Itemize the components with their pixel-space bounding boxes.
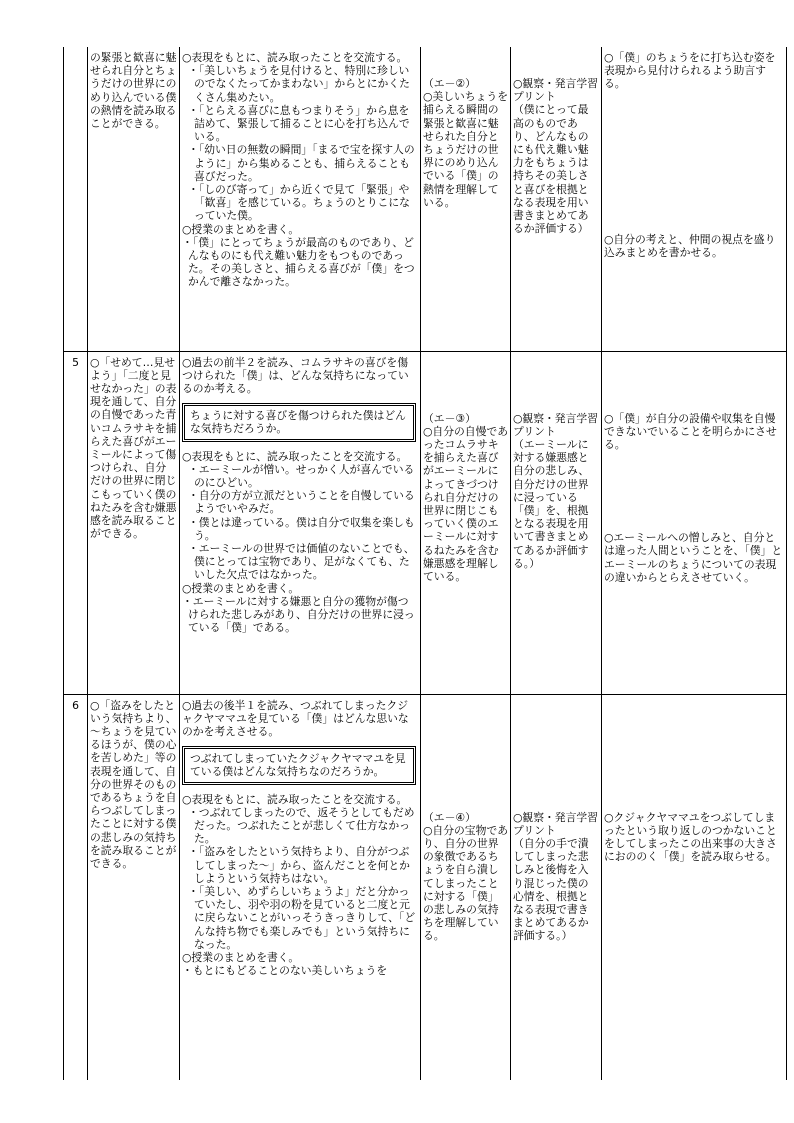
method-detail: （自分の手で潰してしまった悲しみと後悔を入り混じった僕の心情を、根拠となる表現で書きまとめてあるか評価する。） <box>513 836 589 943</box>
exchange-item: ・「美しいちょうを見付けると、特別に珍しいのでなくたってかまわない」からとにかくたくさん集めたい。 <box>188 64 410 104</box>
support-cell <box>602 694 787 1080</box>
objective-cell <box>88 351 180 694</box>
table-row <box>64 694 787 1080</box>
method-detail: （エーミールに対する嫌悪感と自分の悲しみ、自分だけの世界に浸っている「僕」を、根拠となる表現を用いて書きまとめてあるか評価する。） <box>513 437 590 570</box>
evaluation-cell <box>421 694 511 1080</box>
evaluation-text: ○美しいちょうを捕らえる瞬間の緊張と歓喜に魅せられた自分とちょうだけの世界にのめり込んでいる「僕」の熱情を理解している。 <box>423 90 508 209</box>
activity-intro: ○過去の後半１を読み、つぶれてしまったクジャクヤママユを見ている「僕」はどんな思いなのかを考えさせる。 <box>182 698 409 738</box>
objective-text: ○「せめて…見せよう」「二度と見せなかった」の表現を通して、自分の自慢であった青いコムラサキを捕らえた喜びがエーミールによって傷つけられ、自分だけの世界に閉じこもっていく僕のねたみを含む嫌悪感を読み取ることができる。 <box>90 355 177 541</box>
exchange-heading: ○表現をもとに、読み取ったことを交流する。 <box>182 51 408 64</box>
exchange-item: ・「しのび寄って」から近くで見て「緊張」や「歓喜」を感じている。ちょうのとりこになっていた僕。 <box>188 183 410 223</box>
support-cell <box>602 351 787 694</box>
lesson-number: 6 <box>64 694 88 1080</box>
method-cell <box>511 694 602 1080</box>
support-note: ○自分の考えと、仲間の視点を盛り込みまとめを書かせる。 <box>604 232 776 259</box>
exchange-item: ・僕とは違っている。僕は自分で収集を楽しもう。 <box>188 515 415 542</box>
summary-heading: ○授業のまとめを書く。 <box>182 950 300 964</box>
objective-text: の緊張と歓喜に魅せられ自分とちょうだけの世界にのめり込んでいる僕の熱情を読み取ることができる。 <box>90 51 177 131</box>
method-heading: ○観察・発言学習プリント <box>513 77 598 104</box>
evaluation-code: （エ－④） <box>423 810 476 824</box>
evaluation-code: （エ－③） <box>423 411 476 425</box>
evaluation-cell <box>421 47 511 351</box>
method-cell <box>511 351 602 694</box>
exchange-heading: ○表現をもとに、読み取ったことを交流する。 <box>182 449 408 463</box>
exchange-item: ・つぶれてしまったので、返そうとしてもだめだった。つぶれたことが悲しくて仕方なかった。 <box>188 805 415 846</box>
exchange-item: ・「幼い日の無数の瞬間」「まるで宝を探す人のように」から集めることも、捕らえることも喜びだった。 <box>188 143 415 183</box>
lesson-number: 5 <box>64 351 88 694</box>
evaluation-code: （エ－②） <box>423 77 476 90</box>
objective-cell <box>88 694 180 1080</box>
evaluation-cell <box>421 351 511 694</box>
support-note: ○「僕」のちょうをに打ち込む姿を表現から見付けられるよう助言する。 <box>604 51 776 91</box>
exchange-item: ・「とらえる喜びに息もつまりそう」から息を詰めて、緊張して捕ることに心を打ち込んでいる。 <box>188 103 410 144</box>
lesson-plan-table <box>63 47 787 1080</box>
task-box <box>182 746 416 784</box>
support-note: ○「僕」が自分の設備や収集を自慢できないでいることを明らかにさせる。 <box>604 411 777 451</box>
support-cell <box>602 47 787 351</box>
activity-cell <box>180 351 421 694</box>
task-question: つぶれてしまっていたクジャクヤママユを見ている僕はどんな気持ちなのだろうか。 <box>190 752 406 779</box>
method-cell <box>511 47 602 351</box>
lesson-number <box>64 47 88 351</box>
exchange-item: ・「美しい、めずらしいちょうよ」だと分かっていたし、羽や羽の粉を見ていると二度と元に戻らないことがいっそうきっきりして、「どんな持ち物でも楽しみでも」という気持ちになった。 <box>188 884 416 951</box>
summary-item: ・エーミールに対する嫌悪と自分の獲物が傷つけられた悲しみがあり、自分だけの世界に浸っている「僕」である。 <box>182 594 415 635</box>
exchange-item: ・エーミールの世界では価値のないことでも、僕にとっては宝物であり、足がなくても、たいした欠点ではなかった。 <box>188 541 415 582</box>
evaluation-text: ○自分の宝物であり、自分の世界の象徴であるちょうを自ら潰してしまったことに対する「僕」の悲しみの気持ちを理解している。 <box>423 823 508 943</box>
table-row <box>64 351 787 694</box>
activity-cell <box>180 47 421 351</box>
task-box <box>182 403 416 441</box>
method-heading: ○観察・発言学習プリント <box>513 411 598 438</box>
exchange-item: ・自分の方が立派だということを自慢しているようでいやみだ。 <box>188 489 415 516</box>
objective-text: ○「盗みをしたという気持ちより、～ちょうを見ているほうが、僕の心を苦しめた」等の表現を通して、自分の世界そのものであるちょうを自らつぶしてしまったことに対する僕の悲しみの気持ちを読み取ることができる。 <box>90 698 177 870</box>
summary-heading: ○授業のまとめを書く。 <box>182 222 300 236</box>
activity-intro: ○過去の前半２を読み、コムラサキの喜びを傷つけられた「僕」は、どんな気持ちになっているのか考える。 <box>182 355 409 395</box>
method-detail: （僕にとって最高のものであり、どんなものにも代え難い魅力をもちょうは持ちその美しさと喜びを根拠となる表現を用い書きまとめてあるか評価する） <box>513 103 589 236</box>
summary-heading: ○授業のまとめを書く。 <box>182 581 300 595</box>
support-note: ○クジャクヤママユをつぶしてしまったという取り返しのつかないことをしてしまったこの出来事の大きさにおののく「僕」を読み取らせる。 <box>604 810 777 864</box>
evaluation-text: ○自分の自慢であったコムラサキを捕らえた喜びがエーミールによってきづつけられ自分だけの世界に閉じこもっていく僕のエーミールに対するねたみを含む嫌悪感を理解している。 <box>423 424 508 583</box>
method-heading: ○観察・発言学習プリント <box>513 810 598 837</box>
table-row <box>64 47 787 351</box>
task-question: ちょうに対する喜びを傷つけられた僕はどんな気持ちだろうか。 <box>190 409 406 436</box>
exchange-item: ・「盗みをしたという気持ちより、自分がつぶしてしまった～」から、盗んだことを何とかしようという気持ちはない。 <box>188 845 410 885</box>
objective-cell <box>88 47 180 351</box>
exchange-heading: ○表現をもとに、読み取ったことを交流する。 <box>182 792 408 806</box>
exchange-item: ・エーミールが憎い。せっかく人が喜んでいるのにひどい。 <box>188 462 415 489</box>
summary-item: ・もとにもどることのない美しいちょうを <box>182 964 388 978</box>
activity-cell <box>180 694 421 1080</box>
summary-item: ・「僕」にとってちょうが最高のものであり、どんなものにも代え難い魅力をもつものであった。その美しさと、捕らえる喜びが「僕」をつかんで離さなかった。 <box>182 235 415 289</box>
support-note: ○エーミールへの憎しみと、自分とは違った人間ということを、「僕」とエーミールのちょうについての表現の違いからとらえさせていく。 <box>604 531 783 584</box>
